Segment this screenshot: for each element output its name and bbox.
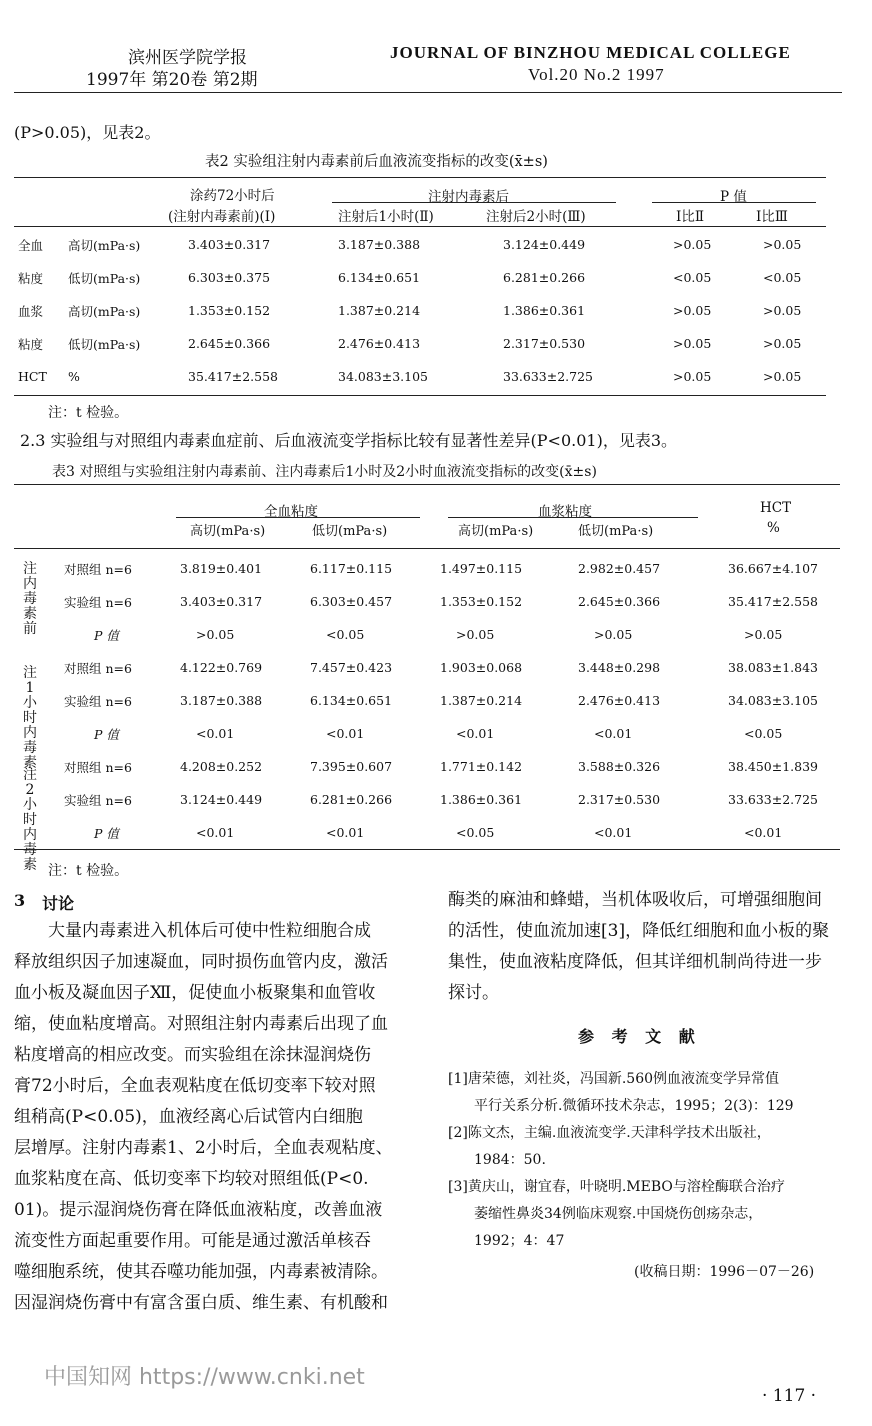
t3-group-label-0: 注内毒素前	[23, 561, 37, 637]
discussion-left-column	[14, 916, 416, 1319]
t3-cell: 36.667±4.107	[728, 561, 818, 576]
t2-cell-a: 1.353±0.152	[188, 303, 271, 318]
t3-cell: 1.353±0.152	[440, 594, 523, 609]
issue-cn: 1997年 第20卷 第2期	[86, 70, 258, 90]
t2-cell-p1: >0.05	[673, 336, 712, 351]
discussion-line: 组稍高(P<0.05)，血液经离心后试管内白细胞	[14, 1107, 363, 1127]
t3-cell: 38.450±1.839	[728, 759, 818, 774]
discussion-line: 层增厚。注射内毒素1、2小时后，全血表观粘度、	[14, 1138, 393, 1158]
discussion-line: 释放组织因子加速凝血，同时损伤血管内皮，激活	[14, 952, 388, 972]
received-date: (收稿日期：1996－07－26)	[634, 1264, 815, 1280]
discussion-line: 酶类的麻油和蜂蜡，当机体吸收后，可增强细胞间	[448, 890, 822, 910]
t2-cell-b: 1.387±0.214	[338, 303, 421, 318]
t3-wb-h: 高切(mPa·s)	[190, 524, 266, 539]
t2-cell-c: 33.633±2.725	[503, 369, 593, 384]
t3-cell: 4.122±0.769	[180, 660, 263, 675]
t3-cell: 1.903±0.068	[440, 660, 523, 675]
t3-cell: 1.386±0.361	[440, 792, 523, 807]
t3-cell: <0.01	[456, 726, 495, 741]
table3-caption: 表3 对照组与实验组注射内毒素前、注内毒素后1小时及2小时血液流变指标的改变(x̄±s)	[52, 464, 597, 480]
t3-hct: HCT	[760, 500, 792, 516]
t3-cell: 3.124±0.449	[180, 792, 263, 807]
t2-p-group: P 值	[720, 189, 747, 205]
discussion-line: 01)。提示湿润烧伤膏在降低血液粘度，改善血液	[14, 1200, 383, 1220]
table-row	[64, 651, 840, 684]
t2-cell-p1: >0.05	[673, 369, 712, 384]
t3-row-label: 对照组 n=6	[64, 759, 132, 775]
reference-item-line: [1]唐荣德，刘社炎，冯国新.560例血液流变学异常值	[448, 1071, 780, 1087]
t3-group-label-1: 注1小时内毒素	[23, 665, 37, 771]
t3-row-label: 实验组 n=6	[64, 792, 132, 808]
discussion-right-column	[448, 885, 848, 1009]
discussion-line: 粘度增高的相应改变。而实验组在涂抹湿润烧伤	[14, 1045, 371, 1065]
t2-group: 血浆	[18, 303, 44, 319]
t3-wb-rule	[176, 517, 420, 518]
t3-cell: 3.819±0.401	[180, 561, 263, 576]
t2-measure: 高切(mPa·s)	[68, 237, 141, 253]
table3-top-rule	[14, 484, 840, 485]
table-row	[18, 261, 826, 294]
t3-cell: 2.982±0.457	[578, 561, 661, 576]
table2-bottom-rule	[14, 395, 826, 396]
t3-cell: 4.208±0.252	[180, 759, 263, 774]
t2-cell-p2: >0.05	[763, 237, 802, 252]
table-row	[64, 750, 840, 783]
issue-en: Vol.20 No.2 1997	[528, 65, 665, 84]
table-row	[64, 618, 840, 651]
t2-col-b: 注射后1小时(Ⅱ)	[338, 209, 434, 225]
journal-title-en: JOURNAL OF BINZHOU MEDICAL COLLEGE	[390, 43, 791, 62]
t2-cell-b: 2.476±0.413	[338, 336, 421, 351]
discussion-line: 流变性方面起重要作用。可能是通过激活单核吞	[14, 1231, 371, 1251]
t3-wb: 全血粘度	[264, 504, 318, 520]
table3-bottom-rule	[14, 849, 840, 850]
t2-col-a-1: 涂药72小时后	[190, 188, 275, 204]
t2-cell-b: 6.134±0.651	[338, 270, 421, 285]
t3-cell: 6.117±0.115	[310, 561, 393, 576]
discussion-line: 血小板及凝血因子Ⅻ，促使血小板聚集和血管收	[14, 983, 376, 1003]
t3-pl-h: 高切(mPa·s)	[458, 524, 534, 539]
t3-cell: 2.317±0.530	[578, 792, 661, 807]
table2-caption: 表2 实验组注射内毒素前后血液流变指标的改变(x̄±s)	[205, 154, 548, 170]
t3-pl: 血浆粘度	[538, 504, 592, 520]
header-rule	[14, 92, 842, 93]
t3-cell: <0.01	[594, 726, 633, 741]
t3-row-label: 实验组 n=6	[64, 693, 132, 709]
table-row	[64, 717, 840, 750]
table-row	[64, 783, 840, 816]
t3-group-label-2: 注2小时内毒素	[23, 767, 37, 873]
t2-group: HCT	[18, 369, 47, 384]
t3-cell: 3.403±0.317	[180, 594, 263, 609]
t3-cell: <0.01	[744, 825, 783, 840]
t2-cell-p1: >0.05	[673, 237, 712, 252]
t2-measure: %	[68, 369, 80, 384]
t2-group: 粘度	[18, 270, 44, 286]
t3-cell: 3.588±0.326	[578, 759, 661, 774]
t3-cell: 35.417±2.558	[728, 594, 818, 609]
t3-cell: >0.05	[196, 627, 235, 642]
references-heading: 参 考 文 献	[578, 1027, 701, 1046]
t2-cell-a: 3.403±0.317	[188, 237, 271, 252]
t2-cell-a: 2.645±0.366	[188, 336, 271, 351]
table2	[18, 228, 826, 393]
t3-cell: <0.01	[594, 825, 633, 840]
t2-group: 粘度	[18, 336, 44, 352]
t3-cell: >0.05	[456, 627, 495, 642]
section-2-3: 2.3 实验组与对照组内毒素血症前、后血液流变学指标比较有显著性差异(P<0.01)，见表3。	[20, 431, 677, 450]
t3-pct: %	[767, 520, 780, 536]
discussion-line: 集性，使血液粘度降低，但其详细机制尚待进一步	[448, 952, 822, 972]
t2-head-rule	[14, 226, 826, 227]
discussion-line: 缩，使血粘度增高。对照组注射内毒素后出现了血	[14, 1014, 388, 1034]
t3-cell: 6.134±0.651	[310, 693, 393, 708]
t3-cell: 34.083±3.105	[728, 693, 818, 708]
table3	[64, 552, 840, 849]
table-row	[64, 552, 840, 585]
t2-group-rule	[332, 202, 616, 203]
t2-cell-p2: >0.05	[763, 303, 802, 318]
t2-measure: 低切(mPa·s)	[68, 270, 141, 286]
t2-cell-a: 35.417±2.558	[188, 369, 278, 384]
t3-cell: <0.01	[196, 726, 235, 741]
discussion-heading: 讨论	[42, 894, 75, 913]
t3-row-label: P 值	[94, 825, 119, 841]
t3-row-label: P 值	[94, 726, 119, 742]
t2-group: 全血	[18, 237, 44, 253]
t3-cell: <0.01	[326, 726, 365, 741]
t2-p2: Ⅰ比Ⅲ	[756, 209, 788, 225]
t3-cell: 7.395±0.607	[310, 759, 393, 774]
t3-cell: <0.05	[326, 627, 365, 642]
t3-cell: <0.01	[326, 825, 365, 840]
t3-cell: 2.645±0.366	[578, 594, 661, 609]
t3-row-label: 对照组 n=6	[64, 561, 132, 577]
table-row	[18, 228, 826, 261]
t2-cell-c: 1.386±0.361	[503, 303, 586, 318]
discussion-line: 探讨。	[448, 983, 499, 1003]
journal-title-cn: 滨州医学院学报	[128, 48, 247, 68]
t3-cell: 6.303±0.457	[310, 594, 393, 609]
t3-cell: <0.05	[456, 825, 495, 840]
reference-item-line: [3]黄庆山，谢宜春，叶晓明.MEBO与溶栓酶联合治疗	[448, 1179, 785, 1195]
t2-cell-b: 34.083±3.105	[338, 369, 428, 384]
t3-cell: 3.448±0.298	[578, 660, 661, 675]
t3-pl-l: 低切(mPa·s)	[578, 524, 654, 539]
t2-cell-p1: >0.05	[673, 303, 712, 318]
t3-cell: 1.771±0.142	[440, 759, 523, 774]
table-row	[18, 294, 826, 327]
t3-cell: <0.05	[744, 726, 783, 741]
reference-item-line: [2]陈文杰，主编.血液流变学.天津科学技术出版社，	[448, 1125, 771, 1141]
t2-measure: 低切(mPa·s)	[68, 336, 141, 352]
t2-cell-c: 2.317±0.530	[503, 336, 586, 351]
table2-note: 注：t 检验。	[48, 405, 129, 421]
t2-cell-p2: >0.05	[763, 336, 802, 351]
intro-line: (P>0.05)，见表2。	[14, 123, 161, 142]
t2-cell-a: 6.303±0.375	[188, 270, 271, 285]
t3-cell: >0.05	[594, 627, 633, 642]
table-row	[64, 684, 840, 717]
t3-head-rule	[14, 548, 840, 549]
t2-col-group: 注射内毒素后	[428, 189, 509, 205]
t2-cell-c: 3.124±0.449	[503, 237, 586, 252]
table-row	[64, 585, 840, 618]
table-row	[64, 816, 840, 849]
t3-row-label: P 值	[94, 627, 119, 643]
table-row	[18, 327, 826, 360]
reference-item-line: 平行关系分析.微循环技术杂志，1995；2(3)：129	[474, 1098, 794, 1114]
t2-col-a-2: (注射内毒素前)(Ⅰ)	[168, 209, 276, 225]
table-row	[18, 360, 826, 393]
t2-col-c: 注射后2小时(Ⅲ)	[486, 209, 586, 225]
discussion-line: 的活性，使血流加速[3]，降低红细胞和血小板的聚	[448, 921, 830, 941]
t3-pl-rule	[448, 517, 698, 518]
discussion-line: 膏72小时后，全血表观粘度在低切变率下较对照	[14, 1076, 376, 1096]
t2-cell-p2: >0.05	[763, 369, 802, 384]
t3-cell: 2.476±0.413	[578, 693, 661, 708]
reference-item-line: 萎缩性鼻炎34例临床观察.中国烧伤创疡杂志，	[474, 1206, 763, 1222]
discussion-line: 大量内毒素进入机体后可使中性粒细胞合成	[48, 921, 371, 941]
table2-top-rule	[14, 177, 826, 178]
t2-p-rule	[652, 202, 816, 203]
discussion-line: 因湿润烧伤膏中有富含蛋白质、维生素、有机酸和	[14, 1293, 388, 1313]
table3-note: 注：t 检验。	[48, 863, 129, 879]
t2-cell-b: 3.187±0.388	[338, 237, 421, 252]
t3-cell: 6.281±0.266	[310, 792, 393, 807]
t2-cell-c: 6.281±0.266	[503, 270, 586, 285]
t2-measure: 高切(mPa·s)	[68, 303, 141, 319]
t3-cell: <0.01	[196, 825, 235, 840]
t3-cell: 33.633±2.725	[728, 792, 818, 807]
references-list	[448, 1066, 848, 1255]
t3-cell: 38.083±1.843	[728, 660, 818, 675]
discussion-number: 3	[14, 891, 26, 910]
reference-item-line: 1984：50.	[474, 1152, 546, 1168]
discussion-line: 噬细胞系统，使其吞噬功能加强，内毒素被清除。	[14, 1262, 388, 1282]
t3-row-label: 对照组 n=6	[64, 660, 132, 676]
t3-cell: 1.387±0.214	[440, 693, 523, 708]
reference-item-line: 1992；4：47	[474, 1233, 565, 1249]
t3-cell: 3.187±0.388	[180, 693, 263, 708]
t2-cell-p2: <0.05	[763, 270, 802, 285]
t2-p1: Ⅰ比Ⅱ	[676, 209, 705, 225]
t3-cell: 1.497±0.115	[440, 561, 523, 576]
t3-row-label: 实验组 n=6	[64, 594, 132, 610]
watermark: 中国知网 https://www.cnki.net	[44, 1365, 365, 1390]
t3-cell: >0.05	[744, 627, 783, 642]
t3-cell: 7.457±0.423	[310, 660, 393, 675]
t3-wb-l: 低切(mPa·s)	[312, 524, 388, 539]
t2-cell-p1: <0.05	[673, 270, 712, 285]
page-number: · 117 ·	[762, 1386, 817, 1406]
discussion-line: 血浆粘度在高、低切变率下均较对照组低(P<0.	[14, 1169, 369, 1189]
